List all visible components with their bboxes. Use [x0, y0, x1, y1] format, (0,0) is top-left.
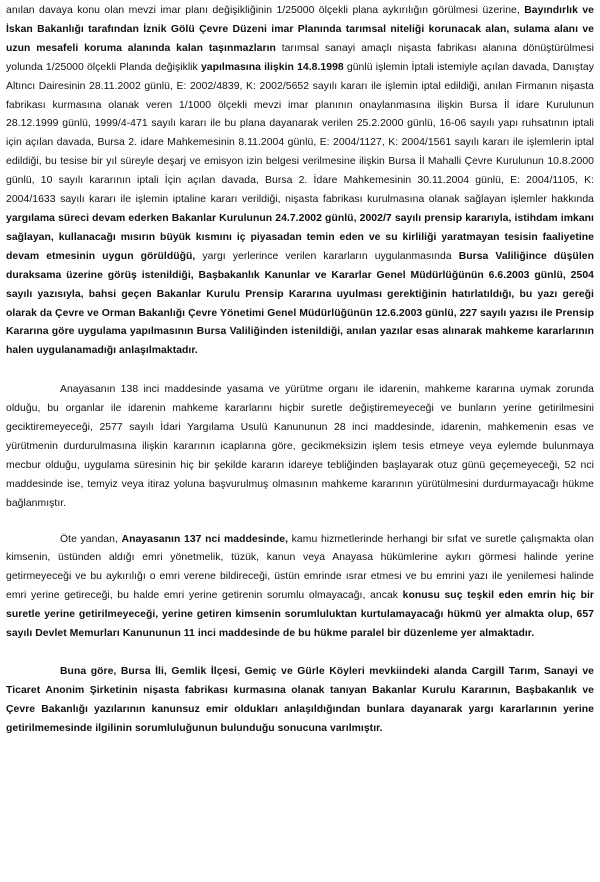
bold-text-run: Bayındırlık ve İskan Bakanlığı tarafından İznik Gölü Çevre Düzeni imar Planında tarımsal niteliği korunacak alan, sulama alanı ve uzun mesafeli koruma alanında kalan taşınmazların — [6, 5, 594, 54]
paragraph-2 — [6, 381, 594, 513]
text-run: anılan davaya konu olan mevzi imar planı değişikliğinin 1/25000 ölçekli plana aykırılığın görülmesi üzerine, — [6, 5, 525, 16]
text-run: kamu hizmetlerinde herhangi bir sıfat ve suretle çalışmakta olan kimsenin, üstünden aldığı emri yönetmelik, tüzük, kanun veya Anayasa hükümlerine aykırı görmesi halinde yerine getirmeyeceği ve bu aykırılığı o emri verene bildireceği, üstün emrinde ısrar etmesi ve bu emrini yazı ile yenilemesi halinde emri yerine getireceği, bu halde emri yerine getirenin sorumlu olmayacağı, ancak — [6, 533, 594, 602]
paragraph-spacer — [6, 644, 594, 663]
bold-text-run: konusu suç teşkil eden emrin hiç bir suretle yerine getirilmeyeceği, yerine getiren kimsenin sorumluluktan kurtulamayacağı hükmü yer almakta olup, 657 sayılı Devlet Memurları Kanununun 11 inci maddesinde de bu hükme paralel bir düzenleme yer almaktadır. — [6, 590, 594, 640]
bold-text-run: Buna göre, Bursa İli, Gemlik İlçesi, Gemiç ve Gürle Köyleri mevkiindeki alanda Cargill Tarım, Sanayi ve Ticaret Anonim Şirketinin nişasta fabrikası kurmasına olanak tanıyan Bakanlar Kurulu Kararının, Başbakanlık ve Çevre Bakanlığı yazılarının kanunsuz emir oldukları anlaşıldığından bunlara dayanarak yargı kararlarının yerine getirilmemesinde ilgilinin sorumluluğunun bulunduğu sonucuna varılmıştır. — [6, 666, 594, 734]
text-run: Öte yandan, — [60, 533, 122, 545]
bold-text-run: Bursa Valiliğince düşülen duraksama üzerine görüş istenildiği, Başbakanlık Kanunlar ve Kararlar Genel Müdürlüğünün 6.6.2003 günlü, 2504 sayılı yazısıyla, bahsi geçen Bakanlar Kurulu Prensip Kararına uyulması gerektiğinin hatırlatıldığı, bu yazı gereği olarak da Çevre ve Orman Bakanlığı Çevre Yönetimi Genel Müdürlüğünün 12.6.2003 günlü, 227 sayılı yazısı ile Prensip Kararına göre uygulama yapılmasının Bursa Valiliğinden istenildiği, anılan yazılar esas alınarak mahkeme kararlarının halen uygulanamadığı anlaşılmaktadır. — [6, 250, 594, 357]
bold-text-run: yapılmasına ilişkin 14.8.1998 — [200, 61, 344, 73]
paragraph-spacer — [6, 514, 594, 531]
paragraph-4 — [6, 663, 594, 739]
text-run: Anayasanın 138 inci maddesinde yasama ve yürütme organı ile idarenin, mahkeme kararına uymak zorunda olduğu, bu organlar ile idarenin mahkeme kararlarını hiçbir suretle değiştiremeyeceği ve bunların yerine getirilmesini geciktiremeyeceği, 2577 sayılı İdari Yargılama Usulü Kanununun 28 inci maddesinde, idarenin, mahkemenin esas ve yürütmenin durdurulmasına ilişkin kararının icaplarına göre, gecikmeksizin işlem tesis etmeye veya eylemde bulunmaya mecbur olduğu, uygulama süresinin hiç bir şekilde kararın idareye tebliğinden başlayarak otuz günü geçemeyeceği, 52 nci maddesinde ise, temyiz veya itiraz yoluna başvurulmuş olmasının mahkeme kararının yürütülmesini durdurmayacağı hükme bağlanmıştır. — [6, 384, 594, 509]
text-run: tarımsal sanayi amaçlı nişasta fabrikası alanına dönüştürülmesi yolunda 1/25000 ölçekli Planda değişiklik — [6, 42, 594, 73]
bold-text-run: yargılama süreci devam ederken Bakanlar Kurulunun 24.7.2002 günlü, 2002/7 sayılı prensip kararıyla, istihdam imkanı sağlayan, kullanacağı mısırın büyük kısmını iç piyasadan temin eden ve su kirliliği yaratmayan tesisin faaliyetine devam etmesinin uygun görüldüğü, — [6, 212, 594, 262]
text-run: yargı yerlerince verilen kararların uygulanmasında — [195, 250, 459, 262]
text-run: günlü işlemin İptali istemiyle açılan davada, Danıştay Altıncı Dairesinin 28.11.2002 günlü, E: 2002/4839, K: 2002/5652 sayılı kararı ile işlemin iptal edildiği, anılan Firmanın nişasta fabrikası kurmasına olanak veren 1/1000 ölçekli mevzi imar planının onaylanmasına ilişkin Bursa İl idare Kurulunun 28.12.1999 günlü, 1999/4-471 sayılı kararı ile bu plana dayanarak verilen 25.2.2000 günlü, 16-06 sayılı yapı ruhsatının iptali için açılan davada, Bursa 2. idare Mahkemesinin 8.11.2004 günlü, E: 2004/1127, K: 2004/1561 sayılı kararı ile işlemlerin iptal edildiği, bu tesise bir yıl süreyle deşarj ve emisyon izin belgesi verilmesine ilişkin Bursa İl Mahalli Çevre Kurulunun 10.8.2000 günlü, 10 sayılı kararının iptali İçin açılan davada, Bursa 2. İdare Mahkemesinin 30.11.2004 günlü, E: 2004/1105, K: 2004/1633 sayılı kararı ile işlemin iptaline kararı verildiği, nişasta fabrikası kurulmasına olanak sağlayan işlemler hakkında — [6, 61, 595, 206]
paragraph-1 — [6, 2, 594, 361]
bold-text-run: Anayasanın 137 nci maddesinde, — [121, 533, 289, 545]
paragraph-3 — [6, 531, 594, 644]
paragraph-spacer — [6, 361, 594, 381]
